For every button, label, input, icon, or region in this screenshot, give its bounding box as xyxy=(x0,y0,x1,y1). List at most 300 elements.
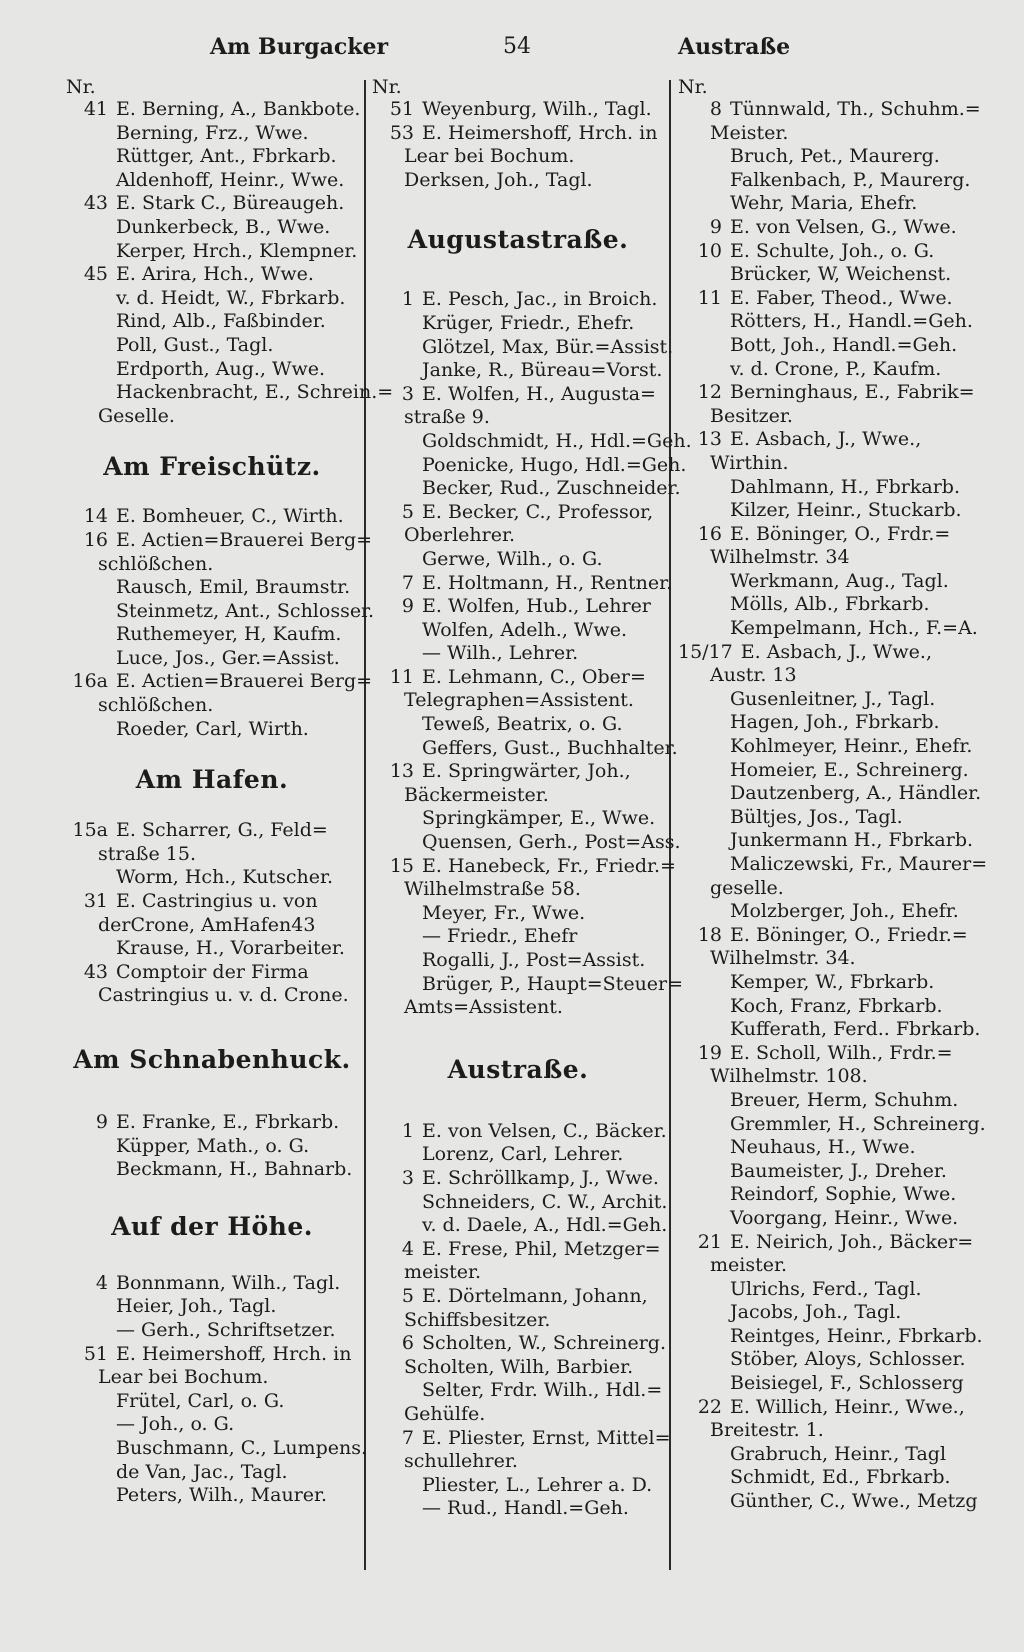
resident-text: Ruthemeyer, H, Kaufm. xyxy=(116,623,342,646)
resident-text: E. Castringius u. von xyxy=(116,890,318,913)
resident-text: E. Pliester, Ernst, Mittel= xyxy=(422,1426,671,1449)
resident-text: Krüger, Friedr., Ehefr. xyxy=(422,311,635,334)
resident-text: Küpper, Math., o. G. xyxy=(116,1134,310,1157)
address-entry xyxy=(678,287,958,311)
resident-text: Hagen, Joh., Fbrkarb. xyxy=(730,711,940,734)
house-number: 11 xyxy=(389,665,414,688)
entry-continuation xyxy=(678,546,958,570)
resident-text: Falkenbach, P., Maurerg. xyxy=(730,168,971,191)
resident-text: Schiffsbesitzer. xyxy=(404,1308,551,1331)
resident-text: Telegraphen=Assistent. xyxy=(404,689,634,712)
address-entry xyxy=(678,735,973,759)
resident-text: Frütel, Carl, o. G. xyxy=(116,1389,285,1412)
house-number: 10 xyxy=(697,239,722,262)
address-entry xyxy=(372,1497,664,1521)
resident-text: Wirthin. xyxy=(710,451,789,474)
resident-text: E. Asbach, J., Wwe., xyxy=(740,640,933,663)
entry-continuation xyxy=(372,878,664,902)
resident-text: Dahlmann, H., Fbrkarb. xyxy=(730,475,961,498)
resident-text: E. Arira, Hch., Wwe. xyxy=(116,263,314,286)
entry-continuation xyxy=(678,452,958,476)
resident-text: Stöber, Aloys, Schlosser. xyxy=(730,1348,966,1371)
resident-text: Goldschmidt, H., Hdl.=Geh. xyxy=(422,429,692,452)
header-right-street: Austraße xyxy=(678,34,791,60)
resident-text: E. Wolfen, Hub., Lehrer xyxy=(422,595,651,618)
resident-text: Rogalli, J., Post=Assist. xyxy=(422,949,646,971)
address-entry xyxy=(66,287,358,311)
house-number xyxy=(678,1089,730,1113)
resident-text: Jacobs, Joh., Tagl. xyxy=(730,1301,902,1324)
house-number xyxy=(66,310,116,334)
address-entry xyxy=(372,1143,664,1167)
house-number xyxy=(372,642,422,666)
address-entry xyxy=(66,961,358,985)
column-divider xyxy=(364,80,366,1570)
address-entry xyxy=(66,528,373,553)
address-entry xyxy=(678,263,958,287)
house-number xyxy=(678,806,730,830)
house-number: 4 xyxy=(95,1271,108,1294)
resident-text: schullehrer. xyxy=(404,1450,518,1473)
resident-text: Bonnmann, Wilh., Tagl. xyxy=(116,1271,341,1294)
resident-text: Schneiders, C. W., Archit. xyxy=(422,1190,668,1213)
house-number: 14 xyxy=(83,505,108,528)
address-entry xyxy=(66,1343,358,1367)
house-number xyxy=(678,1348,730,1372)
column-1 xyxy=(66,76,394,1508)
house-number xyxy=(372,312,422,336)
house-number xyxy=(66,576,116,600)
address-entry xyxy=(66,310,358,334)
entry-continuation xyxy=(678,877,958,901)
house-number: 22 xyxy=(697,1395,722,1418)
entry-continuation xyxy=(372,784,664,808)
entry-continuation xyxy=(372,145,664,169)
address-entry xyxy=(372,453,687,478)
resident-text: Peters, Wilh., Maurer. xyxy=(116,1484,328,1507)
house-number xyxy=(678,310,730,334)
resident-text: Ulrichs, Ferd., Tagl. xyxy=(730,1277,922,1300)
address-entry xyxy=(66,1413,358,1437)
resident-text: Pliester, L., Lehrer a. D. xyxy=(422,1473,653,1496)
house-number: 5 xyxy=(401,1284,414,1307)
resident-text: Brüger, P., Haupt=Steuer= xyxy=(422,972,684,995)
address-entry xyxy=(678,1466,958,1490)
address-entry xyxy=(678,829,974,853)
house-number: 1 xyxy=(401,288,414,311)
house-number: 6 xyxy=(401,1332,414,1355)
entry-continuation xyxy=(372,1309,664,1333)
resident-text: — Gerh., Schriftsetzer. xyxy=(116,1318,336,1341)
address-entry xyxy=(372,1190,668,1215)
address-entry xyxy=(678,593,958,617)
resident-text: straße 9. xyxy=(404,406,490,429)
address-entry xyxy=(66,169,358,193)
address-entry xyxy=(678,358,958,382)
resident-text: Rausch, Emil, Braumstr. xyxy=(116,576,351,599)
house-number xyxy=(678,995,730,1019)
nr-label: Nr. xyxy=(678,76,708,98)
resident-text: geselle. xyxy=(710,876,784,899)
header-left-street: Am Burgacker xyxy=(210,34,389,60)
house-number xyxy=(66,287,116,311)
resident-text: — Friedr., Ehefr xyxy=(422,925,578,948)
address-entry xyxy=(372,1167,664,1191)
resident-text: Wilhelmstr. 34. xyxy=(710,947,856,970)
house-number xyxy=(678,1136,730,1160)
resident-text: Wilhelmstraße 58. xyxy=(404,878,581,901)
house-number xyxy=(678,853,730,877)
resident-text: E. Faber, Theod., Wwe. xyxy=(730,286,953,309)
resident-text: E. Böninger, O., Friedr.= xyxy=(730,923,968,946)
resident-text: Gusenleitner, J., Tagl. xyxy=(730,687,936,710)
house-number xyxy=(678,782,730,806)
column-divider xyxy=(669,80,671,1570)
house-number xyxy=(372,713,422,737)
resident-text: Beisiegel, F., Schlosserg xyxy=(730,1372,964,1395)
address-entry xyxy=(372,666,664,690)
address-entry xyxy=(372,1214,668,1238)
address-entry xyxy=(678,1395,965,1420)
house-number: 18 xyxy=(697,923,722,946)
house-number: 9 xyxy=(95,1111,108,1133)
address-entry xyxy=(372,312,664,336)
house-number: 3 xyxy=(401,382,414,405)
address-entry xyxy=(372,1119,667,1144)
resident-text: Selter, Frdr. Wilh., Hdl.= xyxy=(422,1379,663,1402)
house-number: 16 xyxy=(697,522,722,545)
house-number xyxy=(678,1018,730,1042)
resident-text: Meyer, Fr., Wwe. xyxy=(422,901,586,924)
house-number xyxy=(678,476,730,500)
resident-text: Bültjes, Jos., Tagl. xyxy=(730,805,903,828)
address-entry xyxy=(678,499,962,523)
resident-text: E. Asbach, J., Wwe., xyxy=(730,428,922,451)
house-number xyxy=(372,737,422,761)
resident-text: Austr. 13 xyxy=(710,664,797,687)
address-entry xyxy=(372,1285,664,1309)
resident-text: Lear bei Bochum. xyxy=(98,1366,269,1389)
house-number xyxy=(678,1325,730,1349)
street-heading: Augustastraße. xyxy=(407,225,629,255)
house-number xyxy=(372,454,422,478)
address-entry xyxy=(66,145,358,169)
house-number xyxy=(372,430,422,454)
resident-text: E. Becker, C., Professor, xyxy=(422,500,654,523)
house-number xyxy=(66,122,116,146)
entry-continuation xyxy=(372,1261,664,1285)
resident-text: Besitzer. xyxy=(710,404,793,427)
house-number: 12 xyxy=(697,381,722,404)
address-entry xyxy=(678,923,968,948)
resident-text: Gerwe, Wilh., o. G. xyxy=(422,547,603,570)
house-number xyxy=(66,866,116,890)
resident-text: E. Scholl, Wilh., Frdr.= xyxy=(730,1041,953,1064)
resident-text: Voorgang, Heinr., Wwe. xyxy=(730,1206,959,1229)
address-entry xyxy=(372,1426,671,1451)
house-number xyxy=(678,1207,730,1231)
address-entry xyxy=(66,937,358,961)
address-entry xyxy=(678,641,958,665)
address-entry xyxy=(678,971,958,995)
resident-text: E. Schröllkamp, J., Wwe. xyxy=(422,1166,659,1189)
resident-text: Homeier, E., Schreinerg. xyxy=(730,758,969,781)
resident-text: v. d. Crone, P., Kaufm. xyxy=(730,357,942,380)
resident-text: Meister. xyxy=(710,121,789,144)
address-entry xyxy=(372,98,664,122)
resident-text: Bäckermeister. xyxy=(404,783,549,806)
resident-text: Kufferath, Ferd.. Fbrkarb. xyxy=(730,1018,981,1041)
resident-text: — Rud., Handl.=Geh. xyxy=(422,1497,629,1520)
resident-text: Dautzenberg, A., Händler. xyxy=(730,782,982,805)
house-number xyxy=(678,759,730,783)
house-number xyxy=(372,1379,422,1403)
resident-text: E. Stark C., Büreaugeh. xyxy=(116,192,345,215)
resident-text: Bott, Joh., Handl.=Geh. xyxy=(730,333,958,356)
house-number xyxy=(66,1390,116,1414)
house-number xyxy=(372,336,422,360)
address-entry xyxy=(678,240,958,264)
house-number: 13 xyxy=(697,428,722,451)
house-number xyxy=(66,1158,116,1182)
house-number: 45 xyxy=(83,263,108,286)
house-number: 51 xyxy=(83,1342,108,1365)
resident-text: Wilhelmstr. 34 xyxy=(710,546,850,569)
address-entry xyxy=(678,806,958,830)
address-entry xyxy=(66,1436,368,1461)
address-entry xyxy=(372,972,684,997)
house-number xyxy=(372,1191,422,1215)
address-entry xyxy=(66,240,358,264)
entry-continuation xyxy=(678,664,958,688)
resident-text: Scholten, Wilh, Barbier. xyxy=(404,1355,634,1378)
house-number: 16a xyxy=(72,670,108,693)
address-entry xyxy=(678,168,971,193)
house-number xyxy=(678,570,730,594)
house-number xyxy=(66,334,116,358)
address-entry xyxy=(678,1348,966,1372)
resident-text: Breuer, Herm, Schuhm. xyxy=(730,1088,959,1111)
address-entry xyxy=(678,1490,978,1514)
address-entry xyxy=(678,1018,981,1042)
resident-text: Werkmann, Aug., Tagl. xyxy=(730,569,949,592)
house-number: 1 xyxy=(401,1119,414,1142)
house-number xyxy=(678,735,730,759)
resident-text: E. Actien=Brauerei Berg= xyxy=(116,670,373,693)
house-number xyxy=(678,971,730,995)
resident-text: E. Böninger, O., Frdr.= xyxy=(730,522,951,545)
house-number xyxy=(678,192,730,216)
street-heading: Auf der Höhe. xyxy=(111,1211,313,1241)
resident-text: E. Dörtelmann, Johann, xyxy=(422,1284,648,1307)
house-number xyxy=(66,145,116,169)
address-entry xyxy=(372,383,664,407)
resident-text: E. Schulte, Joh., o. G. xyxy=(730,239,935,262)
address-entry xyxy=(372,1474,664,1498)
address-entry xyxy=(678,1160,958,1184)
address-entry xyxy=(678,523,958,547)
entry-continuation xyxy=(678,405,958,429)
resident-text: E. von Velsen, G., Wwe. xyxy=(730,215,957,238)
resident-text: v. d. Heidt, W., Fbrkarb. xyxy=(116,286,346,309)
address-entry xyxy=(678,1443,958,1467)
resident-text: Beckmann, H., Bahnarb. xyxy=(116,1158,353,1181)
resident-text: Rüttger, Ant., Fbrkarb. xyxy=(116,145,337,168)
resident-text: E. Springwärter, Joh., xyxy=(422,760,631,783)
address-entry xyxy=(678,1324,983,1349)
address-entry xyxy=(66,890,358,914)
resident-text: Kemper, W., Fbrkarb. xyxy=(730,970,935,993)
entry-continuation xyxy=(678,1065,958,1089)
entry-continuation xyxy=(372,406,664,430)
house-number xyxy=(66,381,116,405)
house-number xyxy=(678,1278,730,1302)
house-number xyxy=(372,1474,422,1498)
address-entry xyxy=(678,1301,958,1325)
house-number: 41 xyxy=(83,98,108,120)
house-number xyxy=(678,334,730,358)
address-entry xyxy=(66,623,358,647)
address-entry xyxy=(678,758,969,783)
address-entry xyxy=(678,334,958,358)
house-number: 13 xyxy=(389,760,414,783)
house-number xyxy=(66,240,116,264)
address-entry xyxy=(66,98,361,122)
address-entry xyxy=(372,642,664,666)
address-entry xyxy=(678,711,958,735)
address-entry xyxy=(678,617,978,641)
address-entry xyxy=(66,819,358,843)
address-entry xyxy=(372,501,664,525)
resident-text: Kilzer, Heinr., Stuckarb. xyxy=(730,499,962,522)
resident-text: Glötzel, Max, Bür.=Assist. xyxy=(422,335,674,358)
resident-text: Derksen, Joh., Tagl. xyxy=(404,168,593,191)
address-entry xyxy=(372,548,664,572)
resident-text: Janke, R., Büreau=Vorst. xyxy=(422,359,663,382)
address-entry xyxy=(678,995,958,1019)
house-number xyxy=(66,1484,116,1508)
house-number xyxy=(678,1183,730,1207)
entry-continuation xyxy=(678,122,958,146)
entry-continuation xyxy=(678,1419,958,1443)
house-number xyxy=(678,358,730,382)
address-entry xyxy=(66,216,358,240)
house-number: 7 xyxy=(401,1426,414,1449)
resident-text: E. Willich, Heinr., Wwe., xyxy=(730,1395,965,1418)
address-entry xyxy=(66,599,375,624)
house-number xyxy=(66,216,116,240)
resident-text: E. Berning, A., Bankbote. xyxy=(116,98,361,120)
house-number: 31 xyxy=(83,890,108,913)
entry-continuation xyxy=(372,169,664,193)
house-number xyxy=(678,900,730,924)
resident-text: Worm, Hch., Kutscher. xyxy=(116,866,333,889)
street-heading: Am Hafen. xyxy=(135,765,289,795)
house-number xyxy=(66,1295,116,1319)
house-number xyxy=(372,1497,422,1521)
resident-text: E. Franke, E., Fbrkarb. xyxy=(116,1111,340,1133)
house-number xyxy=(66,718,116,742)
house-number xyxy=(372,1143,422,1167)
house-number xyxy=(66,623,116,647)
house-number xyxy=(66,1319,116,1343)
resident-text: Berninghaus, E., Fabrik= xyxy=(730,381,975,404)
address-entry xyxy=(372,595,664,619)
resident-text: E. Frese, Phil, Metzger= xyxy=(422,1237,661,1260)
house-number xyxy=(66,358,116,382)
address-entry xyxy=(678,853,988,877)
house-number xyxy=(372,1214,422,1238)
resident-text: Erdporth, Aug., Wwe. xyxy=(116,357,326,380)
entry-continuation xyxy=(66,1366,358,1390)
entry-continuation xyxy=(66,914,358,938)
resident-text: Schmidt, Ed., Fbrkarb. xyxy=(730,1466,951,1489)
address-entry xyxy=(678,381,975,405)
address-entry xyxy=(678,1278,958,1302)
resident-text: Buschmann, C., Lumpens. xyxy=(116,1436,368,1459)
house-number xyxy=(372,548,422,572)
house-number: 8 xyxy=(709,98,722,120)
entry-continuation xyxy=(372,524,664,548)
house-number xyxy=(66,1461,116,1485)
resident-text: Poll, Gust., Tagl. xyxy=(116,333,274,356)
house-number xyxy=(678,1160,730,1184)
house-number xyxy=(372,973,422,997)
nr-label: Nr. xyxy=(372,76,402,98)
resident-text: Junkermann H., Fbrkarb. xyxy=(730,829,974,852)
house-number xyxy=(66,937,116,961)
house-number xyxy=(372,359,422,383)
address-entry xyxy=(678,1112,986,1137)
address-entry xyxy=(372,1238,664,1262)
address-entry xyxy=(66,1295,358,1319)
address-entry xyxy=(66,1319,358,1343)
resident-text: Tünnwald, Th., Schuhm.= xyxy=(730,98,981,120)
entry-continuation xyxy=(372,1450,664,1474)
street-heading: Am Freischütz. xyxy=(103,452,321,482)
resident-text: Oberlehrer. xyxy=(404,524,515,547)
resident-text: Wolfen, Adelh., Wwe. xyxy=(422,618,627,641)
resident-text: E. Hanebeck, Fr., Friedr.= xyxy=(422,854,676,877)
entry-continuation xyxy=(66,694,358,718)
address-entry xyxy=(678,1042,958,1066)
address-entry xyxy=(678,1372,964,1396)
house-number: 43 xyxy=(83,960,108,983)
address-entry xyxy=(678,1089,958,1113)
resident-text: Teweß, Beatrix, o. G. xyxy=(422,713,623,736)
resident-text: E. Neirich, Joh., Bäcker= xyxy=(730,1230,974,1253)
address-entry xyxy=(678,1207,958,1231)
house-number xyxy=(372,619,422,643)
address-entry xyxy=(66,1158,358,1182)
address-entry xyxy=(66,1272,358,1296)
house-number xyxy=(372,477,422,501)
house-number xyxy=(678,499,730,523)
house-number xyxy=(678,1443,730,1467)
resident-text: Gremmler, H., Schreinerg. xyxy=(730,1112,986,1135)
address-entry xyxy=(372,949,664,973)
resident-text: straße 15. xyxy=(98,842,196,865)
address-entry xyxy=(66,1461,358,1485)
resident-text: Luce, Jos., Ger.=Assist. xyxy=(116,646,340,669)
address-entry xyxy=(66,263,358,287)
resident-text: Günther, C., Wwe., Metzg xyxy=(730,1490,978,1513)
resident-text: Aldenhoff, Heinr., Wwe. xyxy=(116,168,345,191)
resident-text: Comptoir der Firma xyxy=(116,960,309,983)
resident-text: Reintges, Heinr., Fbrkarb. xyxy=(730,1324,983,1347)
resident-text: Krause, H., Vorarbeiter. xyxy=(116,937,345,960)
resident-text: Springkämper, E., Wwe. xyxy=(422,807,656,830)
